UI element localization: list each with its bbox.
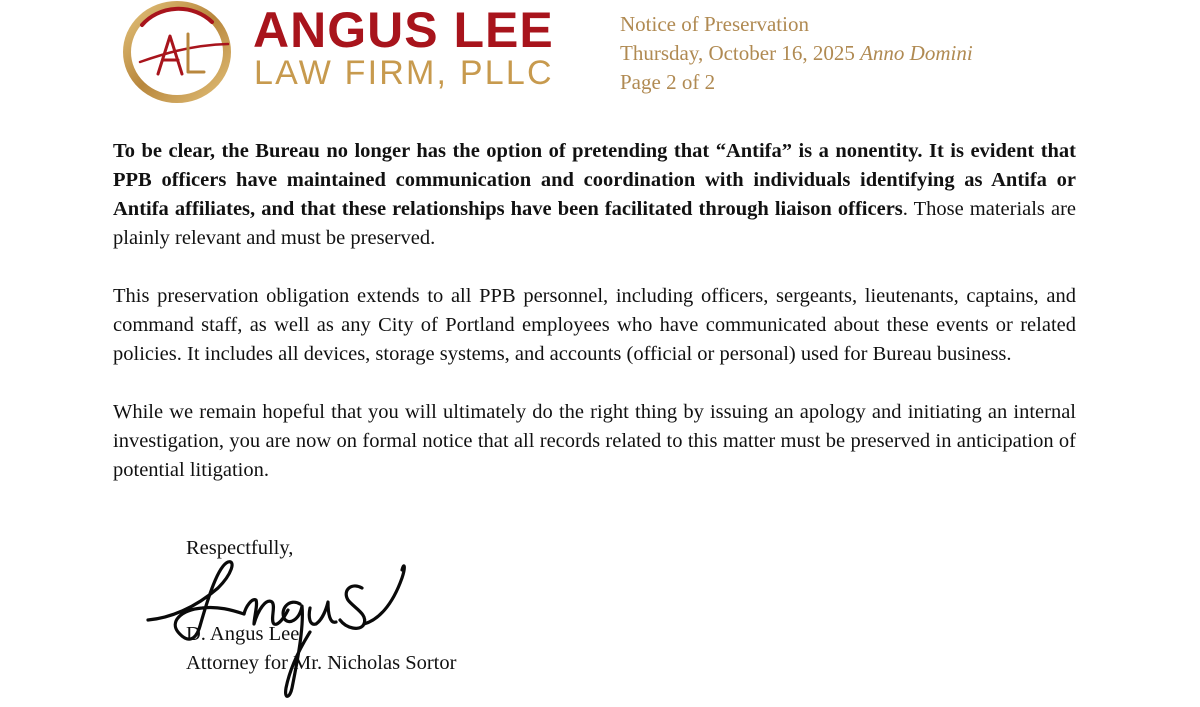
date-suffix: Anno Domini (860, 41, 973, 65)
firm-name-secondary: LAW FIRM, PLLC (254, 54, 554, 92)
date-text: Thursday, October 16, 2025 (620, 41, 855, 65)
notice-date (620, 39, 973, 68)
signer-title: Attorney for Mr. Nicholas Sortor (186, 652, 457, 674)
handwritten-signature-icon (140, 548, 430, 703)
firm-logo-seal-icon (120, 0, 236, 104)
notice-title: Notice of Preservation (620, 12, 809, 36)
paragraph-obligation: This preservation obligation extends to all PPB personnel, including officers, sergeants, lieutenants, captains, and command staff, as well as any City of Portland employees who have communicated about these events or related policies. It includes all devices, storage systems, and accounts (official or personal) used for Bureau business. (113, 285, 1076, 365)
letter-body (113, 137, 1076, 514)
header-meta (620, 10, 973, 97)
paragraph-antifa-bold: To be clear, the Bureau no longer has the option of pretending that “Antifa” is a nonentity. It is evident that PPB officers have maintained communication and coordination with individuals identifying as Antifa or Antifa affiliates, and that these relationships have been facilitated through liaison officers (113, 140, 1076, 220)
firm-name-primary: ANGUS LEE (253, 2, 554, 58)
paragraph-formal-notice: While we remain hopeful that you will ultimately do the right thing by issuing an apology and initiating an internal investigation, you are now on formal notice that all records related to this matter must be preserved in anticipation of potential litigation. (113, 401, 1076, 481)
signer-name: D. Angus Lee (186, 623, 300, 645)
page-number: Page 2 of 2 (620, 70, 716, 94)
paragraph-antifa (113, 137, 1076, 253)
paragraph-antifa-rest: . Those materials are plainly relevant and must be preserved. (113, 198, 1077, 249)
closing-salutation: Respectfully, (186, 537, 294, 559)
letterhead (120, 0, 1100, 110)
